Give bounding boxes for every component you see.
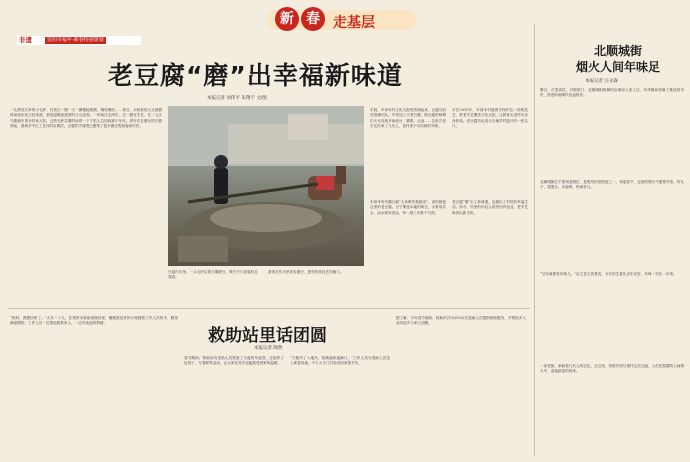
right-text-1: 腊月，灯笼高挂，对联贴门，北顺城街两侧的店铺里人来人往，年货摊前挤满了挑选的市民，熟悉的吆喝声此起彼伏。 bbox=[540, 88, 684, 98]
right-title-2: 烟火人间年味足 bbox=[575, 60, 660, 74]
rescue-col-2: 春节期间，救助站为受助人员准备了丰盛的年夜饭，还组织了包饺子、写春联等活动，让大家在异乡也能感受到家的温暖。 bbox=[184, 356, 284, 366]
right-text-4: 一条老街，承载着几代人的记忆。在这里，传统年俗与现代生活交融，人们在熙攘的人间烟火中，迎接新春的到来。 bbox=[540, 364, 684, 374]
main-col-2: 早晨，车岗寺村文化大院里热闹起来，豆腐坊前后排满长队。车浆加工古老石磨，做豆腐的师傅们天未亮就开始泡豆、磨浆、点卤……这套古老手艺传承了几代人，是村里不可或缺的年味。 bbox=[370, 108, 446, 129]
main-headline: 老豆腐“磨”出幸福新味道 bbox=[108, 61, 403, 90]
section-divider bbox=[8, 308, 530, 309]
rescue-col-4: 据了解，今年春节期间，救助站共为200余名受助人员提供救助服务，并帮助多人成功返乡与家人团聚。 bbox=[396, 316, 526, 326]
banner-char-2: 春 bbox=[301, 7, 325, 31]
main-col-5: 老豆腐“磨”出了新味道，也磨出了村民的幸福生活。如今，村里的年轻人纷纷回乡创业，老手艺焕发出新生机。 bbox=[452, 200, 528, 215]
section-banner bbox=[267, 4, 417, 34]
column-divider bbox=[534, 24, 535, 456]
rescue-col-1: “妈妈，我想回家了。”大年二十九，在郑州市救助管理站里，刚刚被送来的小杨握着工作人员的手，眼里满是期待。工作人员一边帮他联系家人，一边安抚他的情绪。 bbox=[10, 316, 178, 326]
photo-scene-icon bbox=[168, 106, 364, 266]
right-text-3: “过年就要有年味儿。”店主老王笑着说，今年的生意比去年还好，年味一年比一年浓。 bbox=[540, 272, 677, 276]
right-text-2: 北顺城街位于郑州老城区，是郑州的老街巷之一。每逢春节，这里的烟火气便格外浓。炸丸子、蒸馒头、卖春联，热闹非凡。 bbox=[540, 180, 684, 190]
banner-char-1: 新 bbox=[275, 7, 299, 31]
main-byline: 本报记者 刘伟平 朱翔宇 文/图 bbox=[207, 96, 267, 101]
rescue-col-3: “天都冷了入地冷，春满阖家福满门。”工作人员为受助人员送上新春祝福，不少人专门打电话回家报平安。 bbox=[290, 356, 390, 366]
section-label bbox=[17, 36, 141, 45]
main-photo bbox=[168, 106, 364, 266]
rescue-byline: 本报记者 陶然 bbox=[254, 346, 283, 351]
main-col-1: 一头黑发石草的小毛驴，仿着石一圈一又一圈慢地推磨，嘎吱嘎吱……黄豆，余粘粘的大豆被磨碎而淌出乳白色浆液，那是温暖而甜香的大豆清香。一时间过去两年，这一磨豆手艺，在二七区马寨镇车岗寺村家大院，这些毛驴拉磨的场景一下子把人拉回到那个年代。青年们在磨豆的石磨面前，看到手中红工艺伴的好做法。豆腐作坊周围已聚集了很多磨豆的游客和村民。 bbox=[10, 108, 162, 129]
section-label-sub: 里的幸福年·新春特别策划 bbox=[47, 37, 104, 43]
right-byline: 本报记者 汪永森 bbox=[585, 79, 618, 84]
photo-caption-2: 游客在作坊里体验磨豆，感受传统技艺的魅力。 bbox=[268, 270, 344, 274]
rescue-headline: 救助站里话团圆 bbox=[208, 326, 327, 346]
photo-caption-1: 豆腐作坊里，一头毛驴拉着石磨磨豆，吸引不少游客驻足观看。 bbox=[168, 270, 258, 280]
main-col-4: 车岗寺有句顺口溜“人家唯有我最美”，说的就是这里的老豆腐。豆子要选本地的黄豆，水要用井水，卤水要用老卤，每一道工序都不马虎。 bbox=[370, 200, 446, 215]
banner-text: 走基层 bbox=[333, 15, 375, 31]
section-label-main: 非遗 bbox=[19, 36, 32, 44]
main-col-3: 早在2015年，车岗寺村就着手保护这一传统技艺，把老手艺搬进文化大院，让游客走进作坊亲身体验。老豆腐坊也成为当地乡村振兴的一张名片。 bbox=[452, 108, 528, 129]
right-title-1: 北顺城街 bbox=[593, 44, 642, 58]
